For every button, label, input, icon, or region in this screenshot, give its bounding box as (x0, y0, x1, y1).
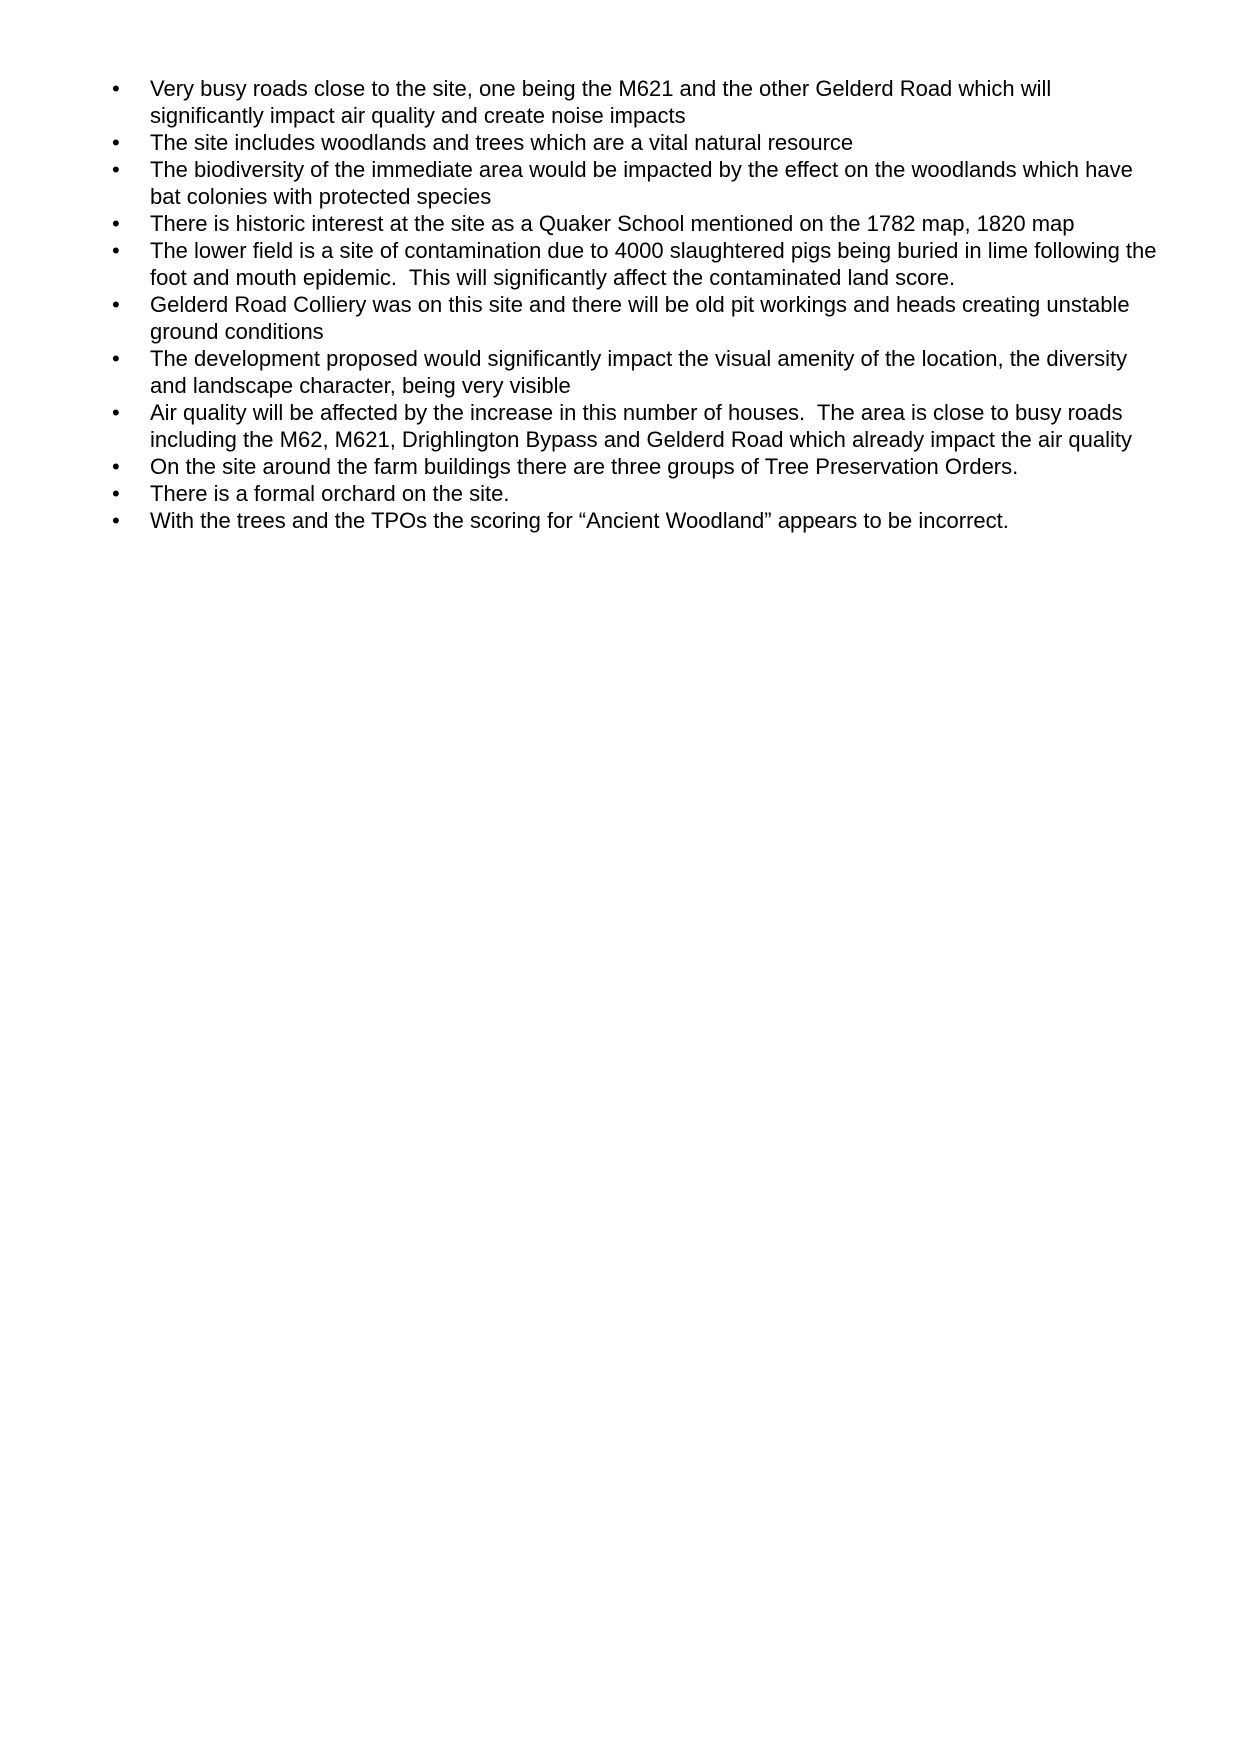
list-item (0, 291, 1241, 345)
list-item-text: With the trees and the TPOs the scoring for “Ancient Woodland” appears to be incorrect. (150, 508, 1009, 533)
list-item-text: There is a formal orchard on the site. (150, 481, 510, 506)
list-item (0, 399, 1241, 453)
list-item (0, 507, 1241, 534)
list-item (0, 156, 1241, 210)
list-item (0, 480, 1241, 507)
list-item-text: Very busy roads close to the site, one being the M621 and the other Gelderd Road which will significantly impact air quality and create noise impacts (150, 76, 1058, 128)
list-item-text: Gelderd Road Colliery was on this site and there will be old pit workings and heads creating unstable ground conditions (150, 292, 1136, 344)
bullet-icon: • (112, 238, 120, 263)
list-item (0, 129, 1241, 156)
list-item-text: On the site around the farm buildings there are three groups of Tree Preservation Orders. (150, 454, 1019, 479)
list-item (0, 345, 1241, 399)
bullet-icon: • (112, 454, 120, 479)
bullet-icon: • (112, 76, 120, 101)
list-item (0, 453, 1241, 480)
list-item-text: The lower field is a site of contamination due to 4000 slaughtered pigs being buried in lime following the foot and mouth epidemic. This will significantly affect the contaminated land score. (150, 238, 1163, 290)
list-item (0, 75, 1241, 129)
bullet-icon: • (112, 292, 120, 317)
bullet-icon: • (112, 211, 120, 236)
list-item-text: The site includes woodlands and trees which are a vital natural resource (150, 130, 854, 155)
list-item-text: There is historic interest at the site as a Quaker School mentioned on the 1782 map, 1820 map (150, 211, 1075, 236)
list-item (0, 210, 1241, 237)
bullet-icon: • (112, 130, 120, 155)
list-item-text: The biodiversity of the immediate area would be impacted by the effect on the woodlands which have bat colonies with protected species (150, 157, 1139, 209)
list-item-text: Air quality will be affected by the increase in this number of houses. The area is close to busy roads including the M62, M621, Drighlington Bypass and Gelderd Road which already impact the air quality (150, 400, 1132, 452)
bullet-icon: • (112, 346, 120, 371)
list-item-text: The development proposed would significantly impact the visual amenity of the location, the diversity and landscape character, being very visible (150, 346, 1134, 398)
bullet-list (0, 75, 1241, 534)
bullet-icon: • (112, 481, 120, 506)
bullet-icon: • (112, 508, 120, 533)
bullet-icon: • (112, 157, 120, 182)
bullet-icon: • (112, 400, 120, 425)
list-item (0, 237, 1241, 291)
